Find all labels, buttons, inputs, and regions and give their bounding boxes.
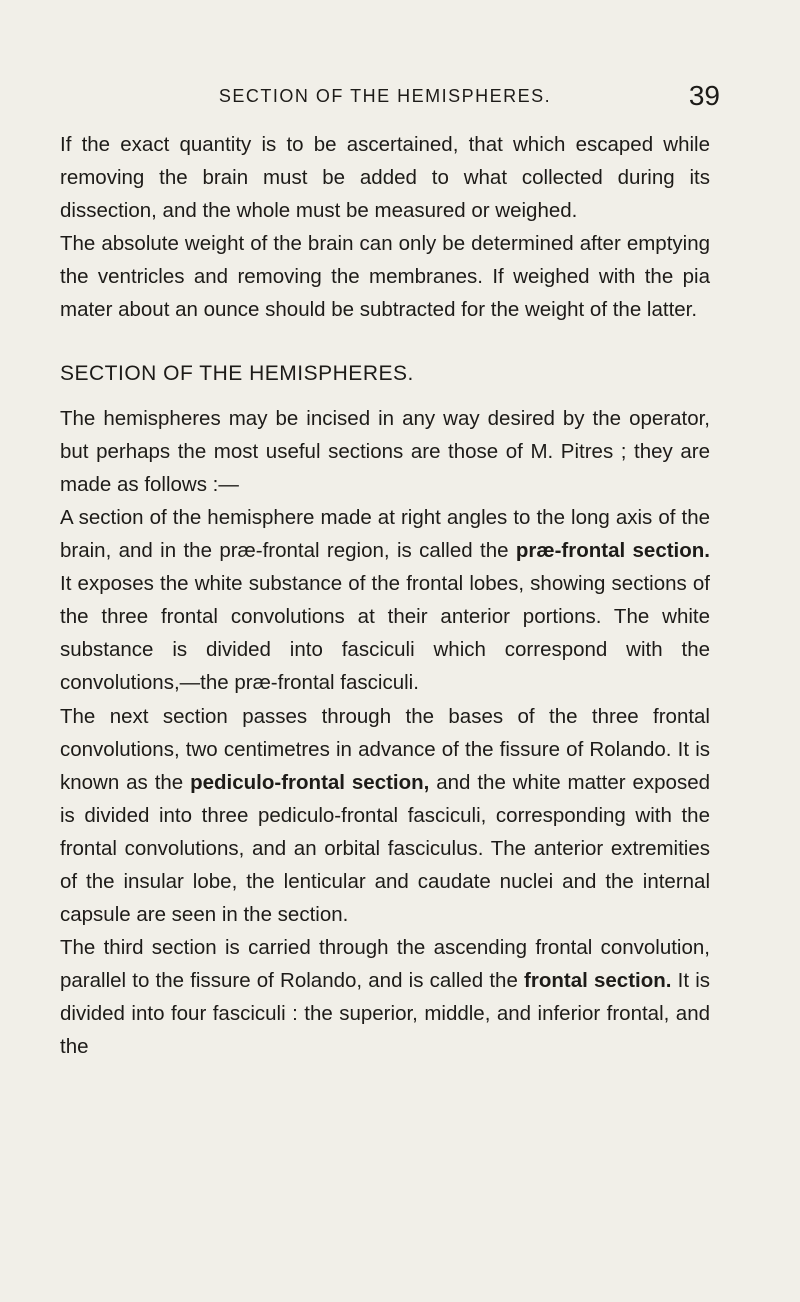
term-prae-frontal-section: præ-frontal section.	[515, 539, 710, 563]
paragraph-5-text-b: and the white matter exposed is divided into three pediculo-frontal fasciculi, corresponding with the frontal convolutions, and an orbital fasciculus. The anterior extremities of the insular lobe, the lenticular and caudate nuclei and the internal capsule are seen in the section.	[60, 770, 711, 927]
book-page	[60, 80, 720, 1064]
term-pediculo-frontal-section: pediculo-frontal section,	[190, 770, 430, 794]
term-frontal-section: frontal section.	[524, 969, 672, 993]
paragraph-4-text-a: A section of the hemisphere made at right angles to the long axis of the brain, and in the præ-frontal region, is called the	[60, 505, 710, 563]
running-head	[60, 80, 720, 120]
paragraph-3: The hemispheres may be incised in any way desired by the operator, but perhaps the most useful sections are those of M. Pitres ; they are made as follows :—	[60, 406, 710, 496]
paragraph-5-text-a: The next section passes through the bases of the three frontal convolutions, two centimetres in advance of the fissure of Rolando. It is known as the	[60, 704, 710, 794]
page-number: 39	[688, 80, 720, 111]
paragraph-6-text-a: The third section is carried through the ascending frontal convolution, parallel to the fissure of Rolando, and is called the	[60, 936, 710, 993]
paragraph-1: If the exact quantity is to be ascertained, that which escaped while removing the brain must be added to what collected during its dissection, and the whole must be measured or weighed.	[60, 133, 710, 223]
paragraph-6-text-b: It is divided into four fasciculi : the superior, middle, and inferior frontal, and the	[60, 969, 711, 1059]
body-text	[60, 128, 710, 1064]
paragraph-4	[60, 501, 710, 700]
paragraph-4-text-b: It exposes the white substance of the frontal lobes, showing sections of the three frontal convolutions at their anterior portions. The white substance is divided into fasciculi which correspond with the convolutions,—the præ-frontal fasciculi.	[60, 572, 710, 695]
paragraph-2: The absolute weight of the brain can only be determined after emptying the ventricles and removing the membranes. If weighed with the pia mater about an ounce should be subtracted for the weight of the latter.	[60, 232, 710, 322]
paragraph-5	[60, 700, 710, 932]
section-heading: SECTION OF THE HEMISPHERES.	[60, 361, 414, 385]
paragraph-6	[60, 931, 710, 1063]
running-head-title: SECTION OF THE HEMISPHERES.	[218, 86, 552, 106]
